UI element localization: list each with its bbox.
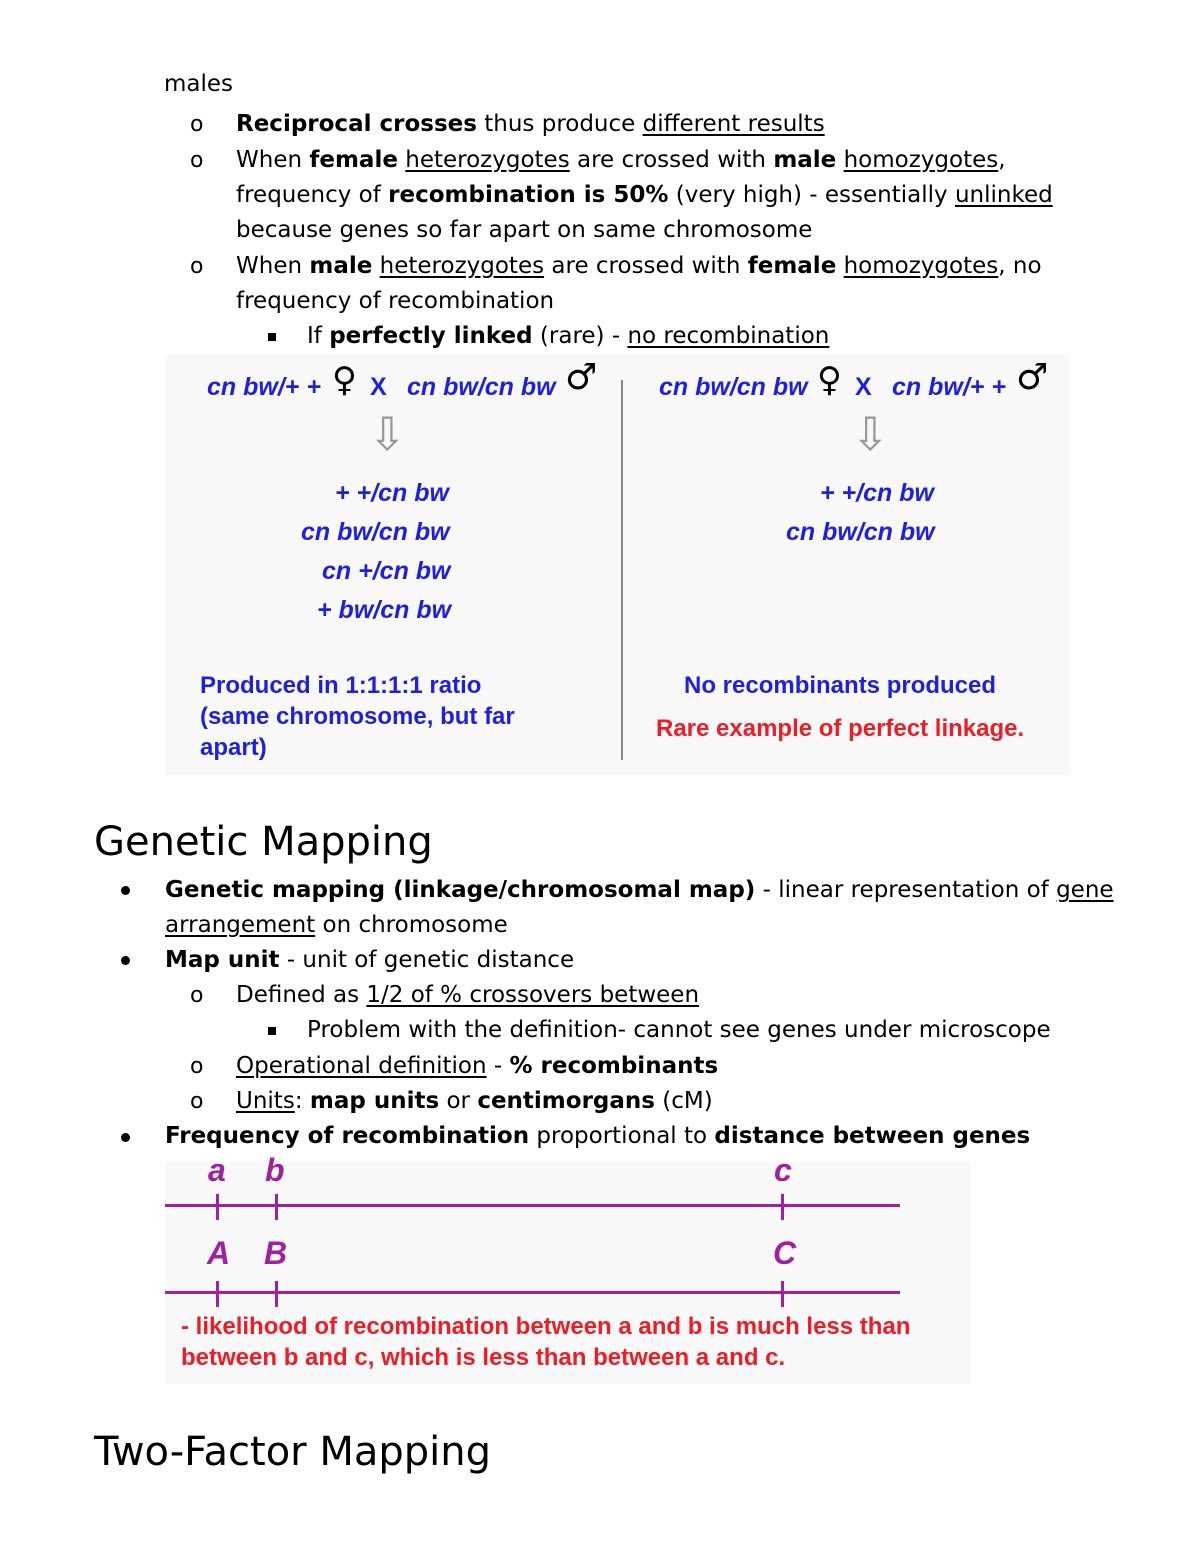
distance-note-line2: between b and c, which is less than between a and c. xyxy=(181,1344,786,1371)
bullet-o: o xyxy=(190,983,204,1008)
gene-label-c: c xyxy=(774,1152,792,1188)
bullet-female-het-line3: because genes so far apart on same chromosome xyxy=(236,217,813,243)
left-note-line2: (same chromosome, but far xyxy=(200,703,515,730)
left-cross-female-genotype: cn bw/+ + xyxy=(207,373,321,401)
left-offspring-2: cn bw/cn bw xyxy=(301,518,450,546)
bullet-frequency-recombination: Frequency of recombination proportional to distance between genes xyxy=(165,1123,1031,1149)
right-offspring-2: cn bw/cn bw xyxy=(786,518,935,546)
locus-tick-c xyxy=(781,1194,784,1220)
right-note: No recombinants produced xyxy=(684,672,997,699)
bullet-o: o xyxy=(190,254,204,279)
bullet-problem-definition: Problem with the definition- cannot see genes under microscope xyxy=(307,1017,1051,1043)
left-cross-male-genotype: cn bw/cn bw xyxy=(407,373,556,401)
right-cross-female-genotype: cn bw/cn bw xyxy=(659,373,808,401)
bullet-square xyxy=(268,1027,276,1035)
bullet-female-het-line2: frequency of recombination is 50% (very high) - essentially unlinked xyxy=(236,182,1053,208)
divider-line xyxy=(621,380,623,760)
bullet-dot xyxy=(121,1133,130,1142)
locus-tick-C xyxy=(781,1281,784,1307)
gene-distance-figure xyxy=(165,1152,971,1384)
bullet-units: Units: map units or centimorgans (cM) xyxy=(236,1088,713,1114)
down-arrow-icon: ⇩ xyxy=(368,407,407,461)
reciprocal-cross-figure xyxy=(165,355,1070,775)
cut-off-heading-bottom: Two-Factor Mapping xyxy=(94,1429,491,1475)
locus-tick-A xyxy=(216,1281,219,1307)
distance-note-line1: - likelihood of recombination between a and b is much less than xyxy=(181,1313,911,1340)
left-offspring-3: cn +/cn bw xyxy=(322,557,451,585)
right-note-red: Rare example of perfect linkage. xyxy=(656,715,1025,742)
bullet-defined-as: Defined as 1/2 of % crossovers between xyxy=(236,982,700,1008)
bullet-o: o xyxy=(190,1089,204,1114)
bullet-male-het-line1: When male heterozygotes are crossed with female homozygotes, no xyxy=(236,253,1042,279)
female-symbol: ♀ xyxy=(817,360,842,400)
gene-label-B: B xyxy=(264,1235,288,1271)
bullet-o: o xyxy=(190,148,204,173)
bullet-operational-definition: Operational definition - % recombinants xyxy=(236,1053,719,1079)
male-symbol: ♂ xyxy=(1016,357,1049,398)
bullet-square xyxy=(268,333,276,341)
locus-tick-a xyxy=(216,1194,219,1220)
left-note-line1: Produced in 1:1:1:1 ratio xyxy=(200,672,482,699)
gene-label-A: A xyxy=(207,1235,231,1271)
bullet-genetic-mapping-line1: Genetic mapping (linkage/chromosomal map) - linear representation of gene xyxy=(165,877,1114,903)
section-heading: Genetic Mapping xyxy=(94,819,433,865)
cross-x: X xyxy=(855,373,872,401)
left-offspring-1: + +/cn bw xyxy=(335,479,449,507)
bullet-female-het-line1: When female heterozygotes are crossed with male homozygotes, xyxy=(236,147,1006,173)
cut-off-text-top: males xyxy=(164,71,234,97)
gene-label-a: a xyxy=(208,1152,226,1188)
cross-x: X xyxy=(370,373,387,401)
bullet-map-unit: Map unit - unit of genetic distance xyxy=(165,947,575,973)
locus-tick-B xyxy=(275,1281,278,1307)
bullet-male-het-line2: frequency of recombination xyxy=(236,288,555,314)
down-arrow-icon: ⇩ xyxy=(851,407,890,461)
bullet-perfectly-linked: If perfectly linked (rare) - no recombination xyxy=(307,323,830,349)
left-offspring-4: + bw/cn bw xyxy=(317,596,452,624)
gene-label-b: b xyxy=(265,1152,285,1188)
gene-label-C: C xyxy=(773,1235,797,1271)
bullet-reciprocal-crosses: Reciprocal crosses thus produce different results xyxy=(236,111,825,137)
right-offspring-1: + +/cn bw xyxy=(820,479,934,507)
male-symbol: ♂ xyxy=(565,357,598,398)
bullet-o: o xyxy=(190,112,204,137)
bullet-dot xyxy=(121,886,130,895)
right-cross-male-genotype: cn bw/+ + xyxy=(892,373,1006,401)
bullet-o: o xyxy=(190,1054,204,1079)
left-note-line3: apart) xyxy=(200,734,267,761)
female-symbol: ♀ xyxy=(332,360,357,400)
bullet-genetic-mapping-line2: arrangement on chromosome xyxy=(165,912,508,938)
bullet-dot xyxy=(121,956,130,965)
locus-tick-b xyxy=(275,1194,278,1220)
